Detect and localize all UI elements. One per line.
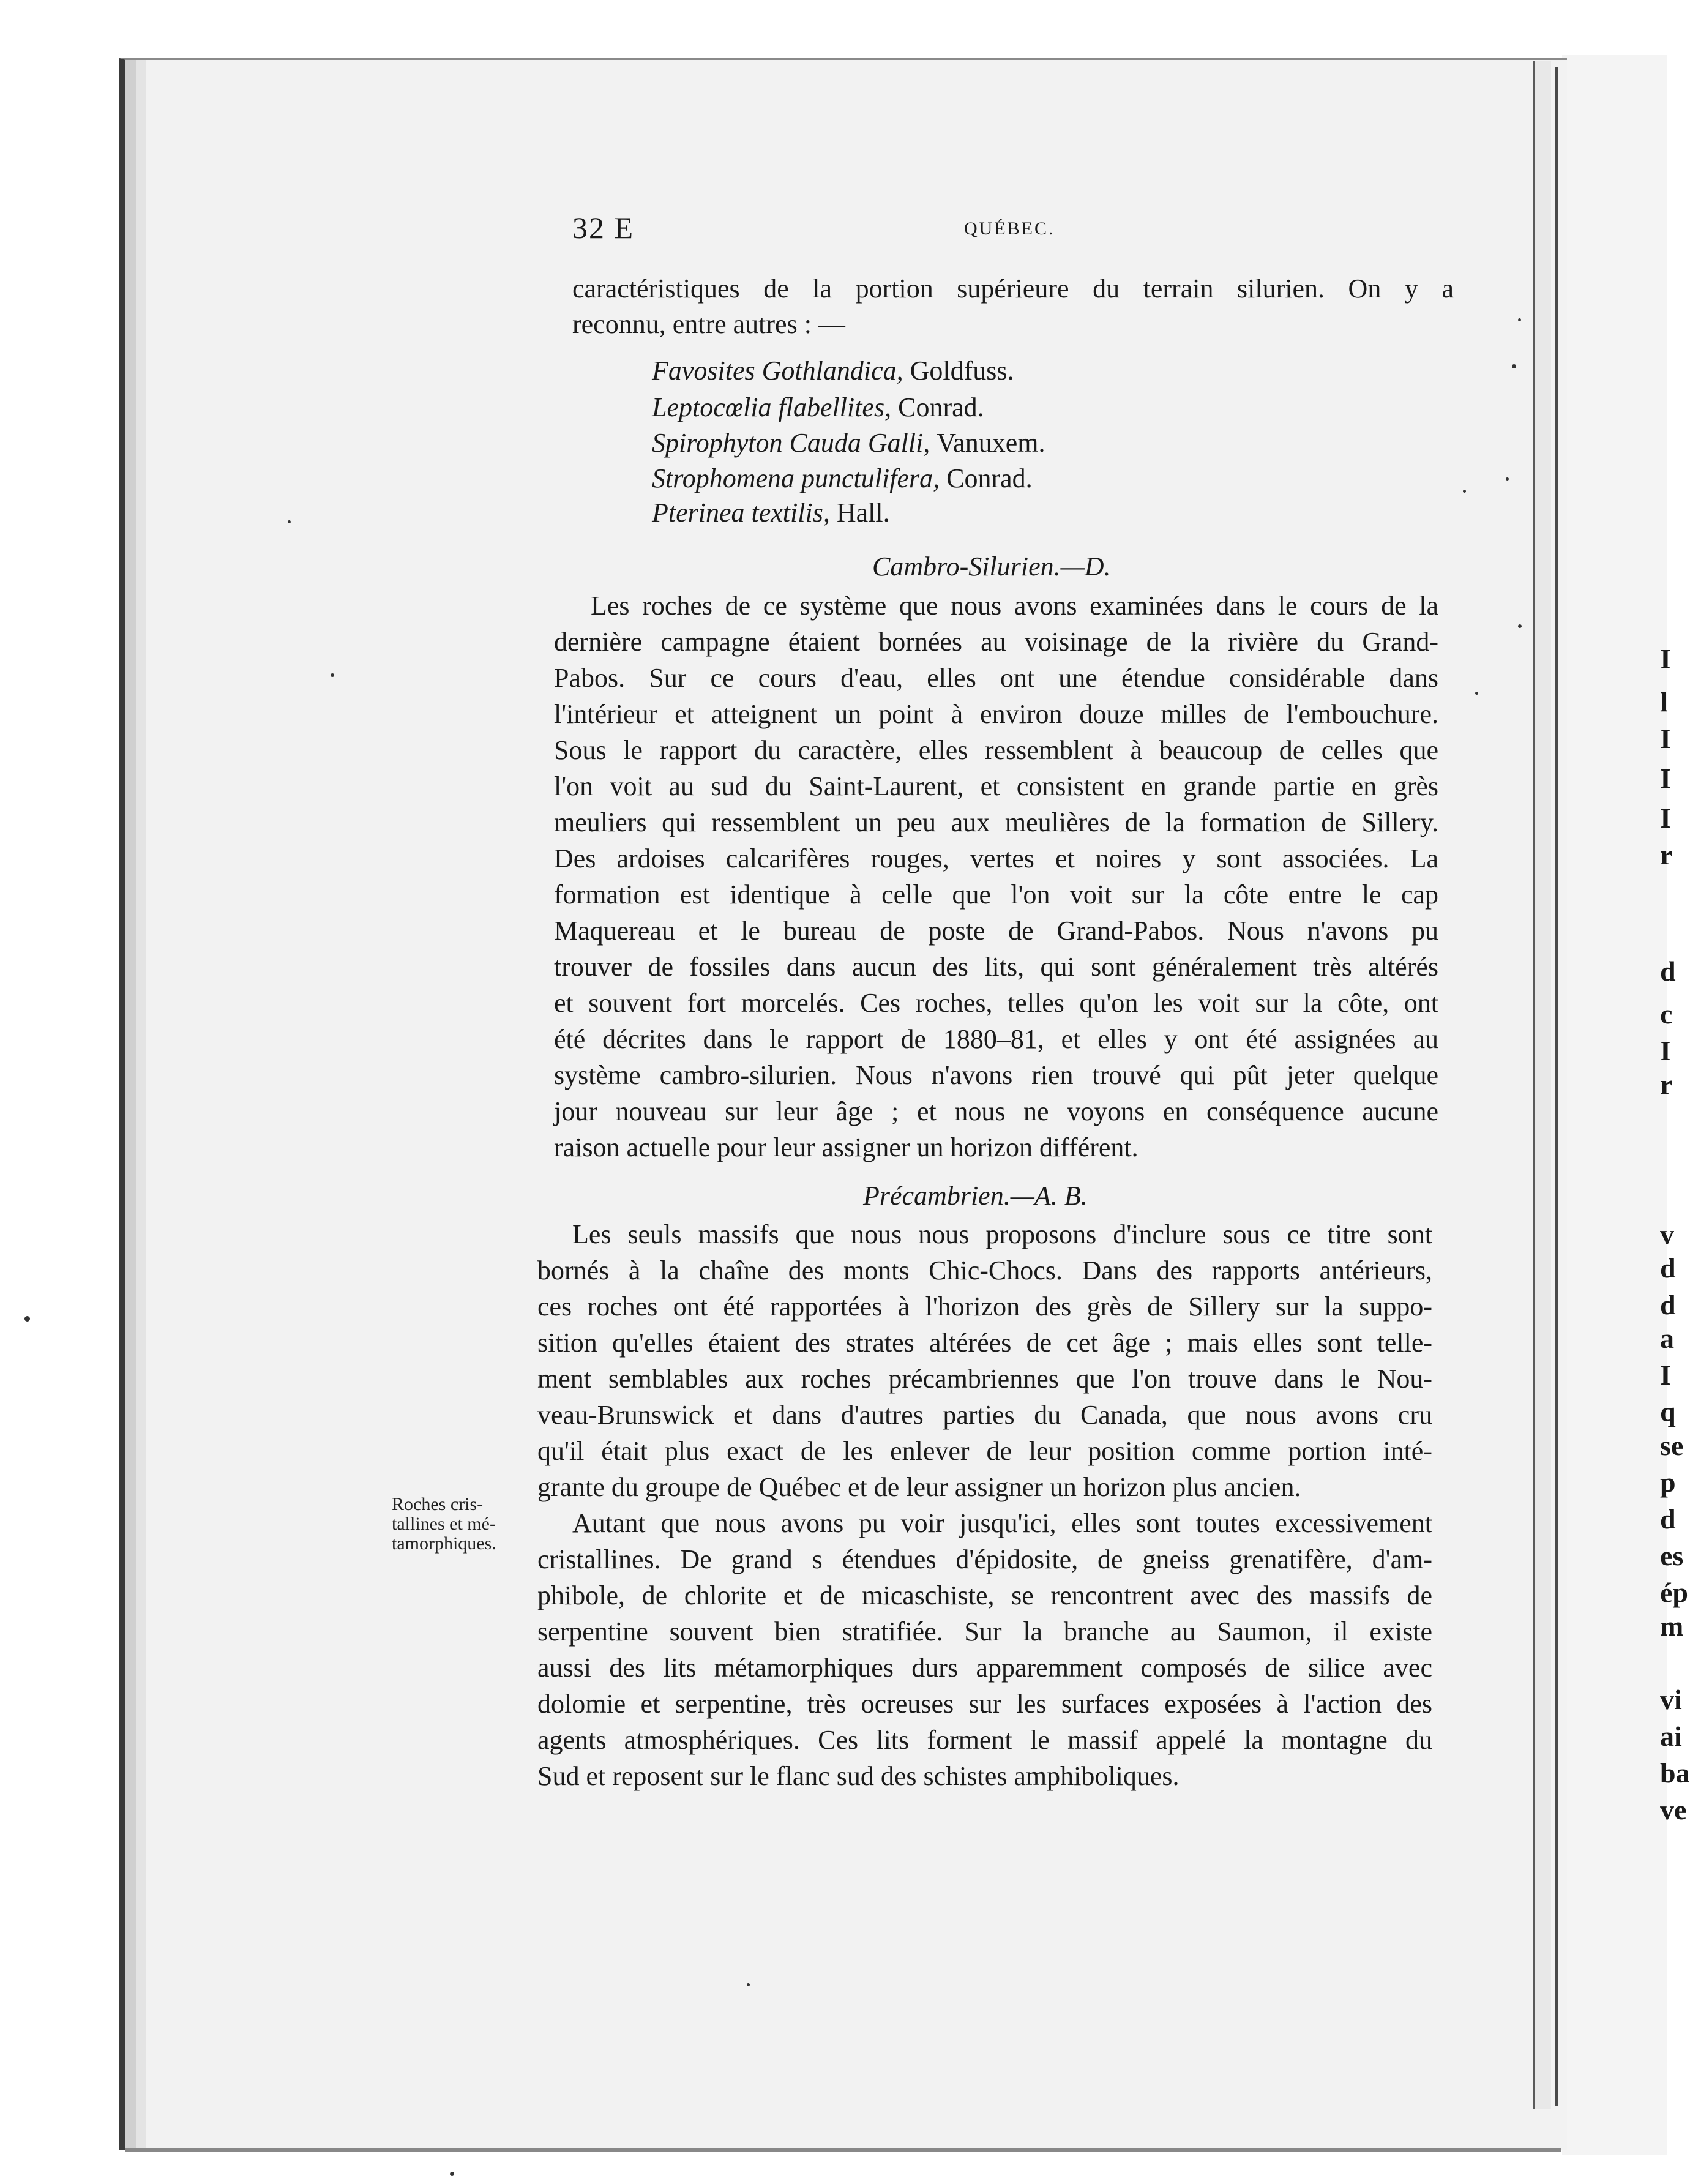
fossil-entry <box>652 355 1014 386</box>
paragraph-line: meuliers qui ressemblent un peu aux meulières de la formation de Sillery. <box>554 807 1438 837</box>
scan-speck <box>747 1983 750 1986</box>
scan-speck <box>1506 477 1509 481</box>
page-header <box>572 210 1414 253</box>
paragraph-line: dernière campagne étaient bornées au voisinage de la rivière du Grand- <box>554 627 1438 657</box>
paragraph-line: veau-Brunswick et dans d'autres parties du Canada, que nous avons cru <box>537 1400 1432 1430</box>
facing-page-letter: I <box>1660 1359 1671 1391</box>
intro-line: caractéristiques de la portion supérieure du terrain silurien. On y a <box>572 274 1454 304</box>
fossil-entry <box>652 427 1045 458</box>
paragraph-line: l'intérieur et atteignent un point à environ douze milles de l'embouchure. <box>554 699 1438 729</box>
paragraph-line: l'on voit au sud du Saint-Laurent, et consistent en grande partie en grès <box>554 771 1438 801</box>
fossil-name: Pterinea textilis, <box>652 498 837 528</box>
paragraph-line: agents atmosphériques. Ces lits forment le massif appelé la montagne du <box>537 1725 1432 1755</box>
fossil-name: Leptocœlia flabellites, <box>652 392 899 422</box>
facing-page-letter: v <box>1660 1219 1674 1250</box>
scan-speck <box>450 2172 454 2176</box>
paragraph-line: système cambro-silurien. Nous n'avons rien trouvé qui pût jeter quelque <box>554 1060 1438 1090</box>
scan-speck <box>1475 692 1478 695</box>
paragraph-line: Sous le rapport du caractère, elles ressemblent à beaucoup de celles que <box>554 735 1438 765</box>
paragraph-line: ces roches ont été rapportées à l'horizon des grès de Sillery sur la suppo- <box>537 1292 1432 1322</box>
fossil-author: Vanuxem. <box>937 428 1045 458</box>
fossil-author: Hall. <box>836 498 890 528</box>
paragraph-line: Autant que nous avons pu voir jusqu'ici, elles sont toutes excessivement <box>572 1508 1432 1538</box>
paragraph-line: qu'il était plus exact de les enlever de leur position comme portion inté- <box>537 1436 1432 1466</box>
facing-page-letter: r <box>1660 839 1673 870</box>
scan-speck <box>1518 624 1522 628</box>
paragraph-line: serpentine souvent bien stratifiée. Sur la branche au Saumon, il existe <box>537 1617 1432 1647</box>
section-heading-precambrien: Précambrien.—A. B. <box>863 1181 1088 1211</box>
fossil-name: Spirophyton Cauda Galli, <box>652 428 937 458</box>
facing-page-letter: I <box>1660 723 1671 754</box>
facing-page-letter: d <box>1660 1289 1676 1320</box>
paragraph-line: Les roches de ce système que nous avons examinées dans le cours de la <box>591 591 1438 621</box>
facing-page-letter: ép <box>1660 1577 1688 1608</box>
scan-speck <box>288 520 291 523</box>
paragraph-line: grante du groupe de Québec et de leur assigner un horizon plus ancien. <box>537 1472 1301 1502</box>
facing-page-letter: l <box>1660 686 1668 717</box>
facing-page-letter: a <box>1660 1323 1674 1354</box>
fossil-name: Favosites Gothlandica, <box>652 356 910 386</box>
fossil-name: Strophomena punctulifera, <box>652 463 947 493</box>
paragraph-line: raison actuelle pour leur assigner un horizon différent. <box>554 1132 1139 1162</box>
scan-speck <box>1512 364 1516 368</box>
paragraph-line: Pabos. Sur ce cours d'eau, elles ont une étendue considérable dans <box>554 663 1438 693</box>
facing-page-letter: q <box>1660 1396 1676 1427</box>
facing-page-letter: d <box>1660 956 1676 987</box>
paragraph-line: Les seuls massifs que nous nous proposons d'inclure sous ce titre sont <box>572 1219 1432 1249</box>
paragraph-line: jour nouveau sur leur âge ; et nous ne voyons en conséquence aucune <box>554 1096 1438 1126</box>
paragraph-line: été décrites dans le rapport de 1880–81, et elles y ont été assignées au <box>554 1024 1438 1054</box>
paragraph-line: et souvent fort morcelés. Ces roches, telles qu'on les voit sur la côte, ont <box>554 988 1438 1018</box>
scan-speck <box>1518 318 1521 321</box>
intro-line: reconnu, entre autres : — <box>572 309 845 339</box>
margin-note <box>392 1495 496 1554</box>
section-heading-cambro-silurien: Cambro-Silurien.—D. <box>872 552 1111 582</box>
paragraph-line: cristallines. De grand s étendues d'épidosite, de gneiss grenatifère, d'am- <box>537 1544 1432 1574</box>
facing-page-letter: ba <box>1660 1757 1690 1789</box>
facing-page-letter: d <box>1660 1252 1676 1284</box>
facing-page-letter: I <box>1660 802 1671 834</box>
page-number: 32 E <box>572 211 635 245</box>
fossil-author: Conrad. <box>946 463 1033 493</box>
paragraph-line: Des ardoises calcarifères rouges, vertes et noires y sont associées. La <box>554 843 1438 873</box>
paragraph-line: Sud et reposent sur le flanc sud des schistes amphiboliques. <box>537 1761 1180 1791</box>
facing-page-letter: I <box>1660 763 1671 794</box>
gutter-shadow <box>1555 67 1558 2106</box>
paragraph-line: bornés à la chaîne des monts Chic-Chocs. Dans des rapports antérieurs, <box>537 1255 1432 1285</box>
facing-page-edge <box>1562 55 1690 2155</box>
fossil-entry <box>652 392 984 423</box>
facing-page-letter: I <box>1660 643 1671 675</box>
facing-page-letter: c <box>1660 998 1673 1030</box>
facing-page-letter: I <box>1660 1035 1671 1066</box>
paragraph-line: aussi des lits métamorphiques durs apparemment composés de silice avec <box>537 1653 1432 1683</box>
facing-page-letter: ai <box>1660 1721 1682 1752</box>
facing-page-letter: ve <box>1660 1794 1687 1825</box>
paragraph-line: ment semblables aux roches précambriennes que l'on trouve dans le Nou- <box>537 1364 1432 1394</box>
scan-speck <box>24 1316 30 1322</box>
margin-note-line: tamorphiques. <box>392 1533 496 1554</box>
margin-note-line: tallines et mé- <box>392 1514 496 1534</box>
scan-speck <box>331 673 334 677</box>
book-gutter <box>1533 61 1551 2109</box>
scan-speck <box>1463 490 1466 493</box>
facing-page-letter: se <box>1660 1430 1684 1461</box>
facing-page-letter: d <box>1660 1503 1676 1535</box>
facing-page-letter: p <box>1660 1467 1676 1498</box>
margin-note-line: Roches cris- <box>392 1494 484 1514</box>
facing-page-letter: r <box>1660 1069 1673 1100</box>
fossil-entry <box>652 463 1033 494</box>
facing-page-letter: m <box>1660 1610 1684 1642</box>
paragraph-line: dolomie et serpentine, très ocreuses sur les surfaces exposées à l'action des <box>537 1689 1432 1719</box>
fossil-author: Conrad. <box>898 392 984 422</box>
paragraph-line: sition qu'elles étaient des strates altérées de cet âge ; mais elles sont telle- <box>537 1328 1432 1358</box>
paragraph-line: Maquereau et le bureau de poste de Grand-Pabos. Nous n'avons pu <box>554 916 1438 946</box>
paragraph-line: phibole, de chlorite et de micaschiste, se rencontrent avec des massifs de <box>537 1580 1432 1610</box>
facing-page-letter: es <box>1660 1540 1684 1571</box>
page-bottom-edge <box>125 2148 1561 2152</box>
fossil-entry <box>652 497 890 528</box>
fossil-author: Goldfuss. <box>910 356 1014 386</box>
running-title: QUÉBEC. <box>964 219 1055 239</box>
facing-page-letter: vi <box>1660 1684 1682 1715</box>
paragraph-line: formation est identique à celle que l'on voit sur la côte entre le cap <box>554 880 1438 910</box>
paragraph-line: trouver de fossiles dans aucun des lits, qui sont généralement très altérés <box>554 952 1438 982</box>
